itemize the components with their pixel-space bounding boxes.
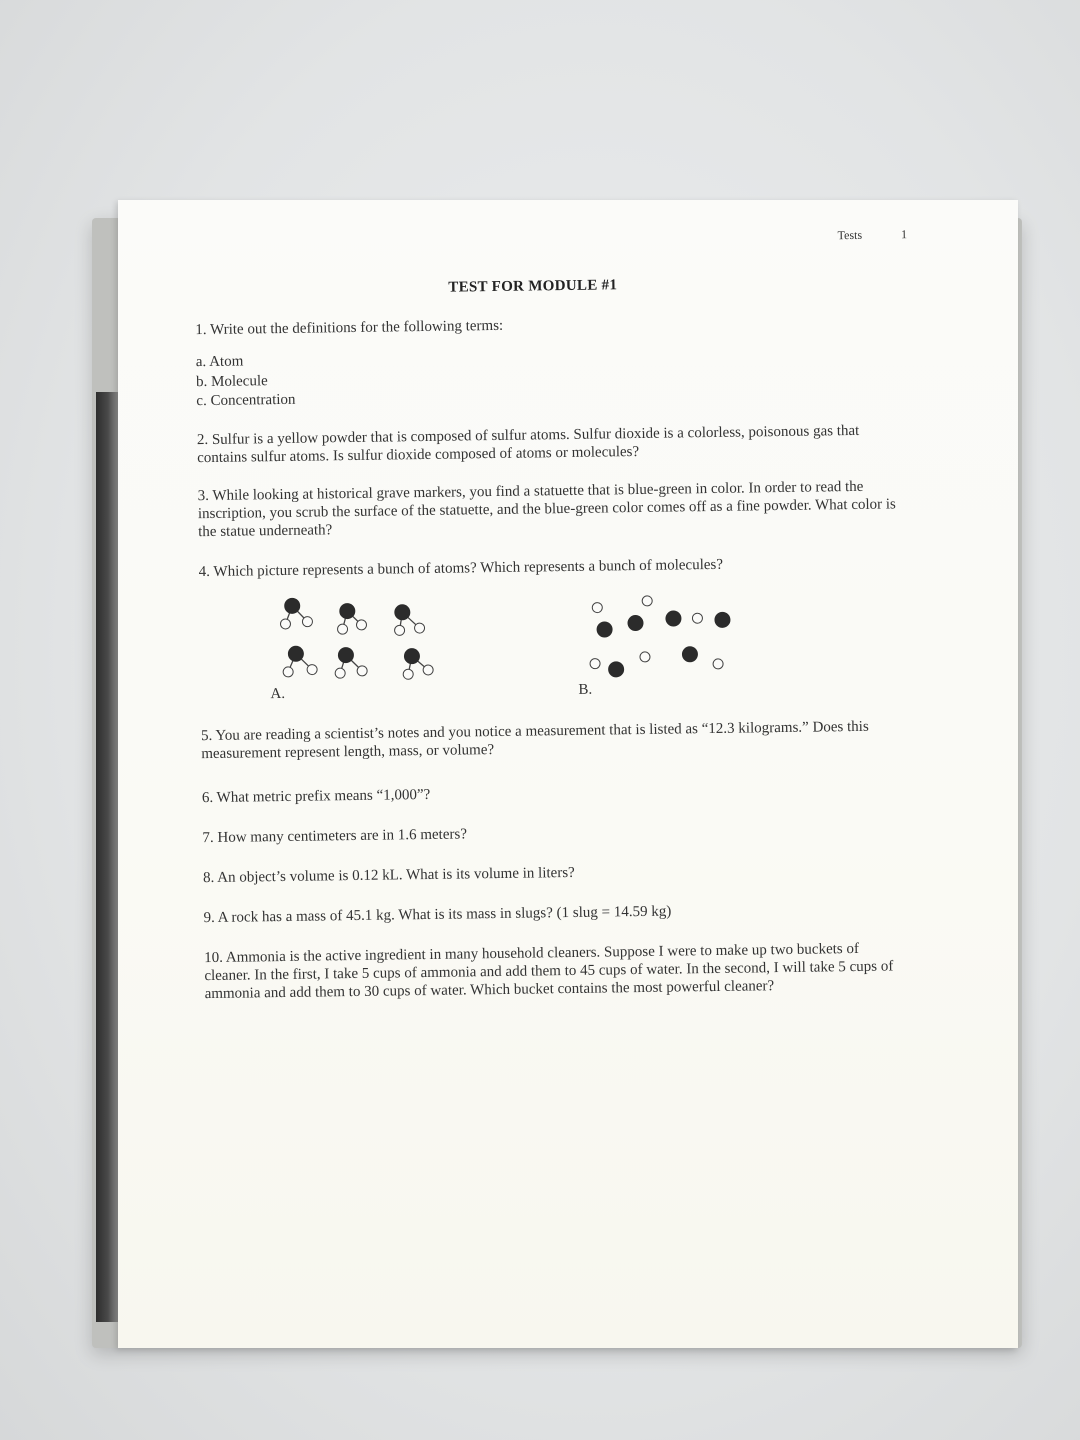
light-atom [642, 596, 652, 606]
molecule-light-atom [395, 625, 405, 635]
question-7: 7. How many centimeters are in 1.6 meters? [202, 826, 468, 847]
molecule-light-atom [423, 665, 433, 675]
molecule-light-atom [280, 619, 290, 629]
question-10: 10. Ammonia is the active ingredient in many household cleaners. Suppose I were to make up two buckets of cleaner. In the first, I take 5 cups of ammonia and add them to 45 cups of water. In the second, I will take 5 cups of ammonia and add them to 30 cups of water. Which bucket contains the most powerful cleaner? [204, 940, 894, 1003]
test-page [118, 200, 1018, 1348]
light-atom [592, 603, 602, 613]
light-atom [640, 652, 650, 662]
light-atom [713, 659, 723, 669]
page-number: 1 [901, 227, 908, 242]
header-section: Tests [837, 227, 863, 243]
question-4: 4. Which picture represents a bunch of atoms? Which represents a bunch of molecules? [198, 556, 724, 581]
dark-atom [596, 621, 612, 637]
light-atom [692, 613, 702, 623]
question-9: 9. A rock has a mass of 45.1 kg. What is its mass in slugs? (1 slug = 14.59 kg) [203, 903, 672, 927]
question-1-text: 1. Write out the definitions for the following terms: [195, 317, 504, 339]
figure-label-b: B. [578, 681, 593, 698]
dark-atom [627, 615, 643, 631]
light-atom [590, 659, 600, 669]
question-8: 8. An object’s volume is 0.12 kL. What is its volume in liters? [202, 864, 575, 887]
dark-atom [665, 610, 681, 626]
atoms-molecules-figure [257, 589, 778, 706]
running-header [838, 227, 908, 243]
figure-drawing [257, 589, 778, 706]
dark-atom [714, 612, 730, 628]
question-3: 3. While looking at historical grave markers, you find a statuette that is blue-green in color. In order to read the inscription, you scrub the surface of the statuette, and the blue-green color comes off as a fine powder. What color is the statue underneath? [197, 478, 896, 541]
term-concentration: c. Concentration [196, 391, 296, 410]
page-content [112, 194, 1028, 1354]
question-1 [195, 311, 896, 411]
term-molecule: b. Molecule [195, 372, 268, 390]
question-2: 2. Sulfur is a yellow powder that is composed of sulfur atoms. Sulfur dioxide is a colorless, poisonous gas that contains sulfur atoms. Is sulfur dioxide composed of atoms or molecules? [196, 422, 860, 467]
molecule-light-atom [302, 617, 312, 627]
dark-atom [608, 661, 624, 677]
molecule-light-atom [337, 624, 347, 634]
molecule-light-atom [283, 667, 293, 677]
term-atom: a. Atom [195, 353, 244, 371]
molecule-light-atom [414, 623, 424, 633]
question-5: 5. You are reading a scientist’s notes and you notice a measurement that is listed as “12.3 kilograms.” Does this measurement represent length, mass, or volume? [200, 718, 869, 763]
question-6: 6. What metric prefix means “1,000”? [201, 786, 431, 807]
molecule-light-atom [335, 668, 345, 678]
dark-atom [682, 646, 698, 662]
figure-label-a: A. [270, 685, 286, 703]
molecule-light-atom [357, 666, 367, 676]
molecule-light-atom [307, 665, 317, 675]
molecule-light-atom [356, 620, 366, 630]
page-title: TEST FOR MODULE #1 [448, 277, 618, 296]
molecule-light-atom [403, 669, 413, 679]
